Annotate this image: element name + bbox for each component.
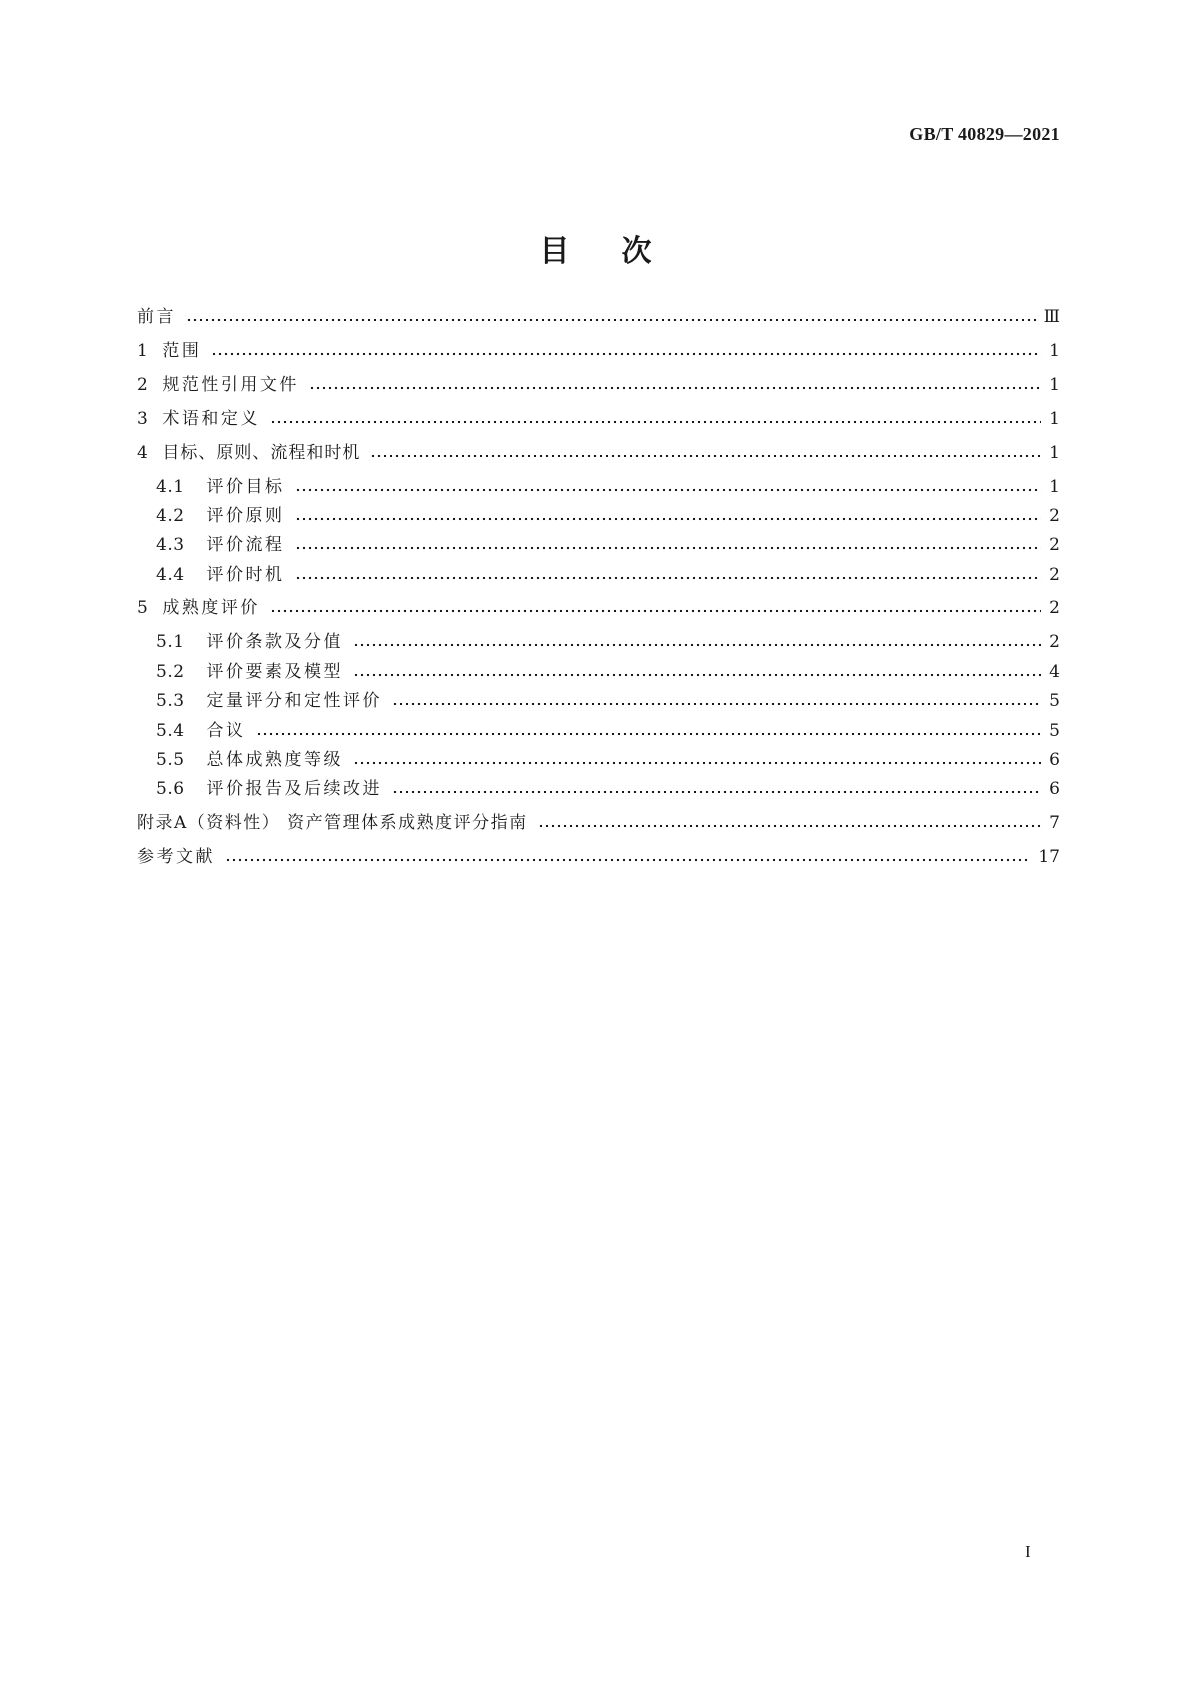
toc-entry-number: 1	[137, 341, 149, 361]
toc-entry-page: 17	[1038, 847, 1060, 867]
toc-entry-page: 5	[1049, 721, 1060, 741]
toc-entry-title: 评价条款及分值	[206, 632, 344, 652]
toc-entry-page: 1	[1049, 443, 1060, 463]
toc-entry-4-2[interactable]	[156, 504, 1060, 528]
toc-entry-page: 2	[1049, 506, 1060, 526]
toc-entry-number: 5.3	[156, 691, 185, 711]
toc-leader-dots	[538, 824, 1041, 828]
toc-entry-4-3[interactable]	[156, 533, 1060, 557]
toc-leader-dots	[225, 858, 1030, 862]
toc-entry-5[interactable]	[137, 596, 1060, 620]
toc-entry-number: 5.1	[156, 632, 185, 652]
toc-entry-number: 5.6	[156, 779, 185, 799]
toc-entry-page: 2	[1049, 565, 1060, 585]
toc-leader-dots	[353, 761, 1041, 765]
toc-leader-dots	[211, 352, 1041, 356]
toc-entry-number: 5.4	[156, 721, 185, 741]
toc-entry-title: 目标、原则、流程和时机	[162, 443, 361, 463]
toc-entry-title: 附录A（资料性） 资产管理体系成熟度评分指南	[137, 813, 528, 833]
toc-entry-number: 5.2	[156, 662, 185, 682]
toc-entry-page: 6	[1049, 750, 1060, 770]
toc-entry-title: 评价目标	[206, 477, 285, 497]
standard-code: GB/T 40829—2021	[909, 124, 1060, 144]
toc-entry-page: 1	[1049, 341, 1060, 361]
toc-entry-number: 5.5	[156, 750, 185, 770]
toc-entry-foreword[interactable]	[137, 305, 1060, 329]
toc-entry-number: 4.4	[156, 565, 185, 585]
toc-entry-title: 总体成熟度等级	[206, 750, 344, 770]
toc-leader-dots	[270, 609, 1041, 613]
toc-entry-title: 评价原则	[206, 506, 285, 526]
toc-entry-number: 4.1	[156, 477, 185, 497]
toc-entry-1[interactable]	[137, 339, 1060, 363]
toc-entry-title: 术语和定义	[162, 409, 260, 429]
page-number: I	[1025, 1542, 1031, 1561]
toc-leader-dots	[295, 546, 1042, 550]
toc-entry-title: 评价流程	[206, 535, 285, 555]
toc-leader-dots	[295, 488, 1042, 492]
toc-entry-number: 2	[137, 375, 149, 395]
toc-entry-title: 评价时机	[206, 565, 285, 585]
toc-entry-title: 成熟度评价	[162, 598, 260, 618]
toc-entry-references[interactable]	[137, 845, 1060, 869]
toc-entry-title: 范围	[162, 341, 202, 361]
toc-entry-page: 1	[1049, 477, 1060, 497]
toc-entry-page: 2	[1049, 535, 1060, 555]
toc-entry-page: 1	[1049, 375, 1060, 395]
toc-entry-page: 5	[1049, 691, 1060, 711]
toc-leader-dots	[392, 790, 1041, 794]
toc-leader-dots	[295, 576, 1042, 580]
toc-entry-page: 4	[1049, 662, 1060, 682]
toc-entry-4[interactable]	[137, 441, 1060, 465]
toc-entry-title: 评价要素及模型	[206, 662, 344, 682]
toc-entry-title: 定量评分和定性评价	[206, 691, 383, 711]
toc-entry-2[interactable]	[137, 373, 1060, 397]
toc-leader-dots	[392, 702, 1041, 706]
toc-entry-number: 4.3	[156, 535, 185, 555]
toc-leader-dots	[186, 318, 1036, 322]
toc-entry-page: 2	[1049, 598, 1060, 618]
toc-entry-page: 1	[1049, 409, 1060, 429]
toc-entry-5-1[interactable]	[156, 630, 1060, 654]
toc-entry-4-1[interactable]	[156, 475, 1060, 499]
toc-entry-title: 合议	[206, 721, 246, 741]
toc-entry-3[interactable]	[137, 407, 1060, 431]
toc-entry-appendix-a[interactable]	[137, 811, 1060, 835]
toc-entry-title: 参考文献	[137, 847, 215, 867]
toc-entry-5-3[interactable]	[156, 689, 1060, 713]
toc-leader-dots	[370, 454, 1041, 458]
toc-leader-dots	[270, 420, 1041, 424]
toc-entry-number: 4.2	[156, 506, 185, 526]
toc-entry-page: 7	[1049, 813, 1060, 833]
toc-entry-page: 2	[1049, 632, 1060, 652]
toc-entry-title: 规范性引用文件	[162, 375, 299, 395]
toc-leader-dots	[353, 643, 1041, 647]
toc-leader-dots	[256, 732, 1042, 736]
toc-entry-number: 3	[137, 409, 149, 429]
toc-entry-5-2[interactable]	[156, 660, 1060, 684]
toc-entry-4-4[interactable]	[156, 563, 1060, 587]
toc-entry-number: 5	[137, 598, 149, 618]
toc-entry-5-5[interactable]	[156, 748, 1060, 772]
toc-entry-title: 前言	[137, 307, 176, 327]
page-title: 目次	[539, 234, 704, 269]
toc-entry-page: 6	[1049, 779, 1060, 799]
toc-leader-dots	[353, 673, 1041, 677]
toc-leader-dots	[309, 386, 1041, 390]
toc-entry-5-4[interactable]	[156, 719, 1060, 743]
toc-entry-title: 评价报告及后续改进	[206, 779, 383, 799]
toc-entry-number: 4	[137, 443, 149, 463]
toc-leader-dots	[295, 517, 1042, 521]
toc-entry-page: Ⅲ	[1043, 307, 1060, 327]
toc-entry-5-6[interactable]	[156, 777, 1060, 801]
